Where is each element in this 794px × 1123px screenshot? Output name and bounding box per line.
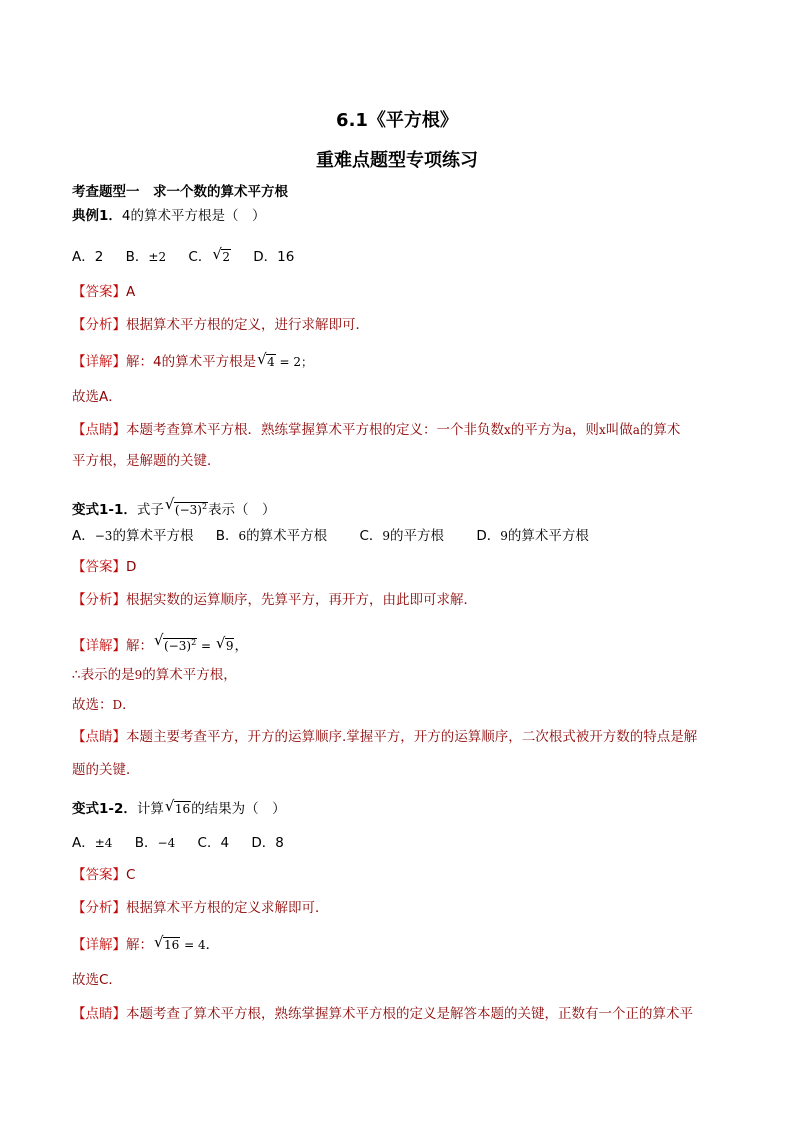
comment-text: ，则 xyxy=(571,422,599,438)
analysis-1 xyxy=(72,314,722,336)
therefore-value: 9 xyxy=(134,668,143,682)
detail-1 xyxy=(72,351,722,373)
answer-tag: 【答案】 xyxy=(72,867,126,883)
detail-3 xyxy=(72,934,722,956)
detail-text: 解：4的算术平方根是 xyxy=(126,354,257,370)
comment-tag: 【点睛】 xyxy=(72,1006,126,1022)
analysis-3 xyxy=(72,897,722,919)
radicand: (−3) xyxy=(164,639,192,653)
detail-text: 解： xyxy=(126,638,153,654)
option-a-text: 的算术平方根 xyxy=(112,528,194,544)
therefore-2 xyxy=(72,664,722,686)
option-c-value: 2 xyxy=(222,250,230,264)
sqrt-expression: √ 16 xyxy=(154,933,180,952)
option-a: A．2 xyxy=(72,249,104,265)
option-b-value: 6 xyxy=(238,529,247,543)
punctuation: ， xyxy=(234,638,248,654)
sqrt-expression: √ 16 xyxy=(164,797,191,816)
sqrt-expression: √ $(-3)^2$ xyxy=(164,495,208,517)
option-c-value: 9 xyxy=(382,529,391,543)
conclusion-text: ． xyxy=(122,697,136,713)
option-b-value: −4 xyxy=(157,836,176,850)
answer-1 xyxy=(72,281,722,303)
option-d-text: 的算术平方根 xyxy=(507,528,589,544)
comment-2-line2: 题的关键． xyxy=(72,762,140,778)
comment-1-line2: 平方根，是解题的关键． xyxy=(72,453,221,469)
option-b-value: ±2 xyxy=(148,250,167,264)
option-d: D．8 xyxy=(251,835,284,851)
comment-text: 本题主要考查平方，开方的运算顺序.掌握平方，开方的运算顺序，二次根式被开方数的特点是解 xyxy=(126,729,698,745)
analysis-text: 根据算术平方根的定义，进行求解即可． xyxy=(126,317,369,333)
therefore-text: 的算术平方根， xyxy=(142,667,237,683)
question-stem: 4的算术平方根是（ ） xyxy=(121,208,266,224)
option-b: B． xyxy=(134,835,158,851)
option-c: C． xyxy=(188,249,212,265)
option-c: C．4 xyxy=(197,835,230,851)
detail-tag: 【详解】 xyxy=(72,937,126,953)
question-2 xyxy=(72,496,722,521)
answer-tag: 【答案】 xyxy=(72,559,126,575)
question-3 xyxy=(72,798,722,820)
comment-tag: 【点睛】 xyxy=(72,729,126,745)
answer-3 xyxy=(72,864,722,886)
punctuation: ． xyxy=(205,937,220,953)
sqrt-expression: √ 9 xyxy=(215,634,234,653)
option-c: C． xyxy=(359,528,383,544)
var-x: x xyxy=(504,423,511,437)
page-title: 6.1《平方根》 xyxy=(336,110,458,131)
comment-text: 本题考查算术平方根．熟练掌握算术平方根的定义：一个非负数 xyxy=(126,422,504,438)
conclusion-3: 故选C． xyxy=(72,972,122,988)
page-subtitle: 重难点题型专项练习 xyxy=(316,150,478,171)
detail-result: = 2； xyxy=(275,355,314,369)
var-a: a xyxy=(632,423,640,437)
option-c-text: 的平方根 xyxy=(390,528,445,544)
comment-3 xyxy=(72,1003,722,1025)
answer-value: D xyxy=(126,559,137,575)
analysis-tag: 【分析】 xyxy=(72,900,126,916)
analysis-tag: 【分析】 xyxy=(72,317,126,333)
comment-text: 本题考查了算术平方根，熟练掌握算术平方根的定义是解答本题的关键，正数有一个正的算术平 xyxy=(126,1006,693,1022)
answer-tag: 【答案】 xyxy=(72,284,126,300)
question-label: 典例1． xyxy=(72,208,122,224)
option-d-value: 9 xyxy=(500,529,508,543)
option-a-value: −3 xyxy=(94,529,113,543)
radicand: 16 xyxy=(164,938,180,952)
question-label: 变式1-1． xyxy=(72,502,137,518)
question-stem: 计算 xyxy=(136,801,164,817)
question-stem: 表示（ ） xyxy=(208,502,276,518)
option-a: A． xyxy=(72,835,95,851)
sqrt-expression: √ $(-3)^2$ xyxy=(154,631,197,653)
option-d: D．16 xyxy=(253,249,295,265)
comment-1 xyxy=(72,419,722,441)
comment-tag: 【点睛】 xyxy=(72,422,126,438)
detail-tag: 【详解】 xyxy=(72,354,126,370)
answer-2 xyxy=(72,556,722,578)
option-b-text: 的算术平方根 xyxy=(246,528,328,544)
options-2 xyxy=(72,525,722,547)
exponent: 2 xyxy=(191,638,197,647)
option-b: B． xyxy=(215,528,239,544)
var-a: a xyxy=(564,423,572,437)
question-1 xyxy=(72,205,722,227)
comment-text: 叫做 xyxy=(605,422,633,438)
comment-text: 的平方为 xyxy=(510,422,565,438)
question-stem: 的结果为（ ） xyxy=(191,801,286,817)
analysis-text: 根据算术平方根的定义求解即可． xyxy=(126,900,329,916)
option-b: B． xyxy=(125,249,149,265)
var-x: x xyxy=(598,423,606,437)
sqrt-expression: √ 4 xyxy=(257,350,275,369)
detail-text: 解： xyxy=(126,937,153,953)
analysis-2 xyxy=(72,589,722,611)
detail-tag: 【详解】 xyxy=(72,638,126,654)
comment-text: 的算术 xyxy=(639,422,681,438)
radicand: (−3) xyxy=(174,503,202,517)
detail-2 xyxy=(72,632,722,657)
detail-result: = 4 xyxy=(180,938,206,952)
detail-radicand: 4 xyxy=(267,355,275,369)
answer-value: C xyxy=(126,867,136,883)
answer-value: A xyxy=(126,284,136,300)
exponent: 2 xyxy=(201,502,208,511)
option-a: A． xyxy=(72,528,95,544)
conclusion-1: 故选A． xyxy=(72,389,122,405)
analysis-text: 根据实数的运算顺序，先算平方，再开方，由此即可求解． xyxy=(126,592,477,608)
question-label: 变式1-2． xyxy=(72,801,137,817)
equals-sign: = xyxy=(197,639,215,653)
comment-2 xyxy=(72,726,722,748)
option-a-value: ±4 xyxy=(94,836,113,850)
question-stem: 式子 xyxy=(136,502,164,518)
sqrt-expression: √ 2 xyxy=(212,245,230,264)
therefore-text: ∴表示的是 xyxy=(72,667,135,683)
options-3 xyxy=(72,832,722,854)
section-heading: 考查题型一 求一个数的算术平方根 xyxy=(72,184,288,200)
radicand: 16 xyxy=(174,802,191,816)
conclusion-value: D xyxy=(112,698,123,712)
radicand: 9 xyxy=(225,639,234,653)
options-1 xyxy=(72,246,722,268)
option-d: D． xyxy=(476,528,501,544)
conclusion-2 xyxy=(72,694,722,716)
conclusion-text: 故选： xyxy=(72,697,113,713)
analysis-tag: 【分析】 xyxy=(72,592,126,608)
